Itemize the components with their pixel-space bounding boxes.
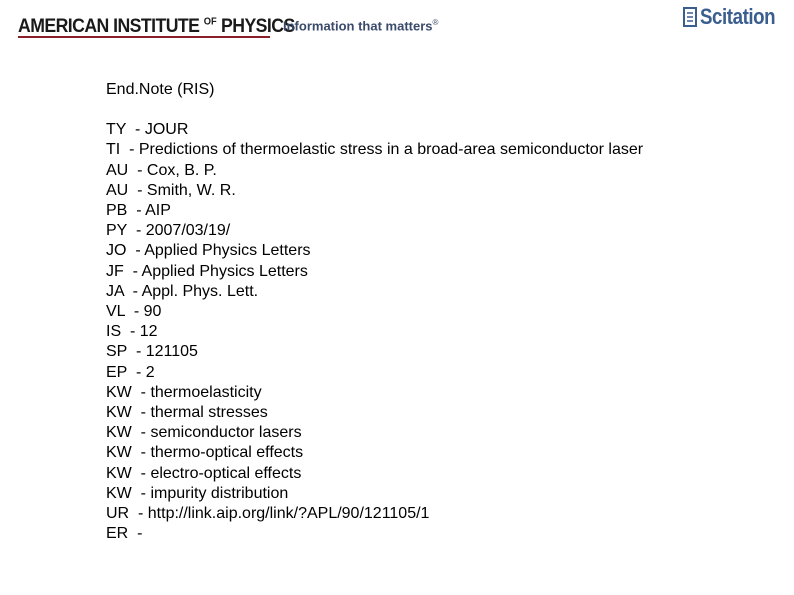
ris-document bbox=[106, 80, 706, 544]
ris-line: KW - electro-optical effects bbox=[106, 464, 302, 482]
aip-logo-underline bbox=[18, 36, 270, 38]
tagline-text: Information that matters bbox=[283, 18, 433, 34]
ris-line: KW - semiconductor lasers bbox=[106, 424, 302, 442]
scitation-text: Scitation bbox=[699, 4, 775, 29]
ris-line: SP - 121105 bbox=[106, 343, 198, 361]
document-title: End.Note (RIS) bbox=[106, 81, 215, 98]
ris-line: TI - Predictions of thermoelastic stress in a broad-area semiconductor laser bbox=[106, 141, 644, 159]
ris-line: JO - Applied Physics Letters bbox=[106, 242, 311, 260]
ris-line: ER - bbox=[106, 525, 147, 543]
ris-line: KW - thermoelasticity bbox=[106, 383, 262, 401]
ris-line: AU - Cox, B. P. bbox=[106, 161, 217, 179]
ris-line: JA - Appl. Phys. Lett. bbox=[106, 282, 259, 300]
ris-line: KW - impurity distribution bbox=[106, 484, 289, 502]
page-header bbox=[0, 0, 794, 50]
ris-line: JF - Applied Physics Letters bbox=[106, 262, 308, 280]
document-icon bbox=[683, 7, 697, 27]
aip-logo-main: AMERICAN INSTITUTE bbox=[18, 15, 204, 37]
tagline bbox=[283, 18, 438, 33]
tagline-mark: ® bbox=[432, 18, 439, 27]
ris-line: AU - Smith, W. R. bbox=[106, 181, 236, 199]
scitation-logo bbox=[683, 6, 788, 28]
ris-line: IS - 12 bbox=[106, 323, 158, 341]
ris-line: PB - AIP bbox=[106, 202, 171, 220]
ris-url-line[interactable]: UR - http://link.aip.org/link/?APL/90/121105/1 bbox=[106, 505, 430, 523]
ris-line: KW - thermo-optical effects bbox=[106, 444, 304, 462]
aip-logo-end: PHYSICS bbox=[216, 15, 295, 37]
ris-line: TY - JOUR bbox=[106, 121, 189, 139]
aip-logo-text bbox=[18, 17, 295, 36]
ris-line: EP - 2 bbox=[106, 363, 155, 381]
aip-logo-of: OF bbox=[203, 16, 217, 28]
ris-line: PY - 2007/03/19/ bbox=[106, 222, 231, 240]
ris-line: KW - thermal stresses bbox=[106, 404, 268, 422]
ris-line: VL - 90 bbox=[106, 303, 162, 321]
aip-logo bbox=[18, 14, 316, 38]
